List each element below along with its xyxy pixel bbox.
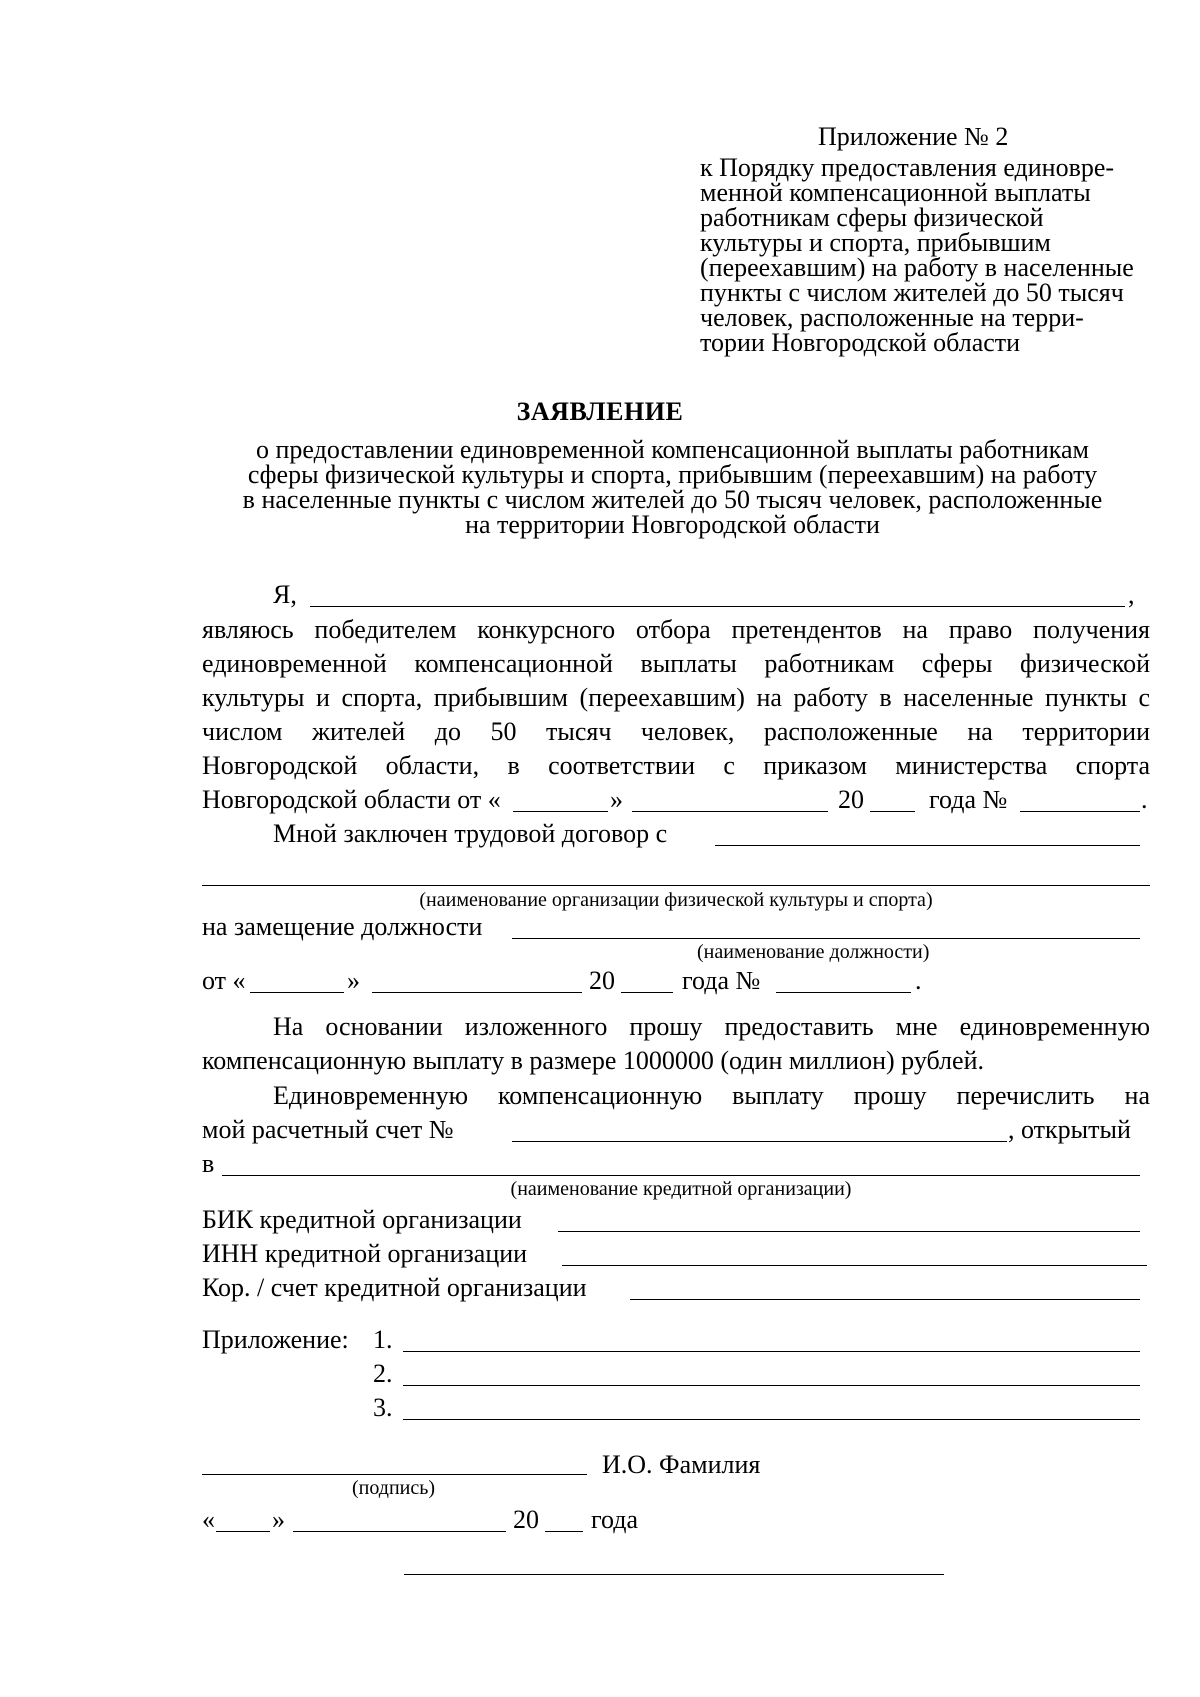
bank-caption: (наименование кредитной организации) — [510, 1178, 852, 1200]
p1-line: единовременной компенсационной выплаты работникам сферы физической — [202, 649, 1150, 678]
contract-number-field[interactable] — [776, 992, 911, 993]
document-title: ЗАЯВЛЕНИЕ — [516, 397, 684, 426]
annex-line: пункты с числом жителей до 50 тысяч — [700, 278, 1124, 307]
contract-from-label: от « — [202, 966, 246, 995]
year-no-label: года № — [929, 785, 1008, 814]
quote-close: » — [347, 966, 360, 995]
dot: . — [1141, 785, 1148, 814]
bik-field[interactable] — [558, 1231, 1140, 1232]
annex-line: менной компенсационной выплаты — [700, 178, 1091, 207]
signature-field[interactable] — [202, 1474, 587, 1475]
annex-reference — [700, 155, 1145, 355]
attachment-label: Приложение: — [202, 1325, 349, 1354]
p1-line: являюсь победителем конкурсного отбора претендентов на право получения — [202, 615, 1150, 644]
annex-line: культуры и спорта, прибывшим — [700, 228, 1051, 257]
year-no-label: года № — [682, 966, 761, 995]
attachment-num: 1. — [373, 1325, 393, 1354]
date-day-field[interactable] — [216, 1531, 270, 1532]
attachment-field-1[interactable] — [403, 1351, 1140, 1352]
position-label: на замещение должности — [202, 912, 483, 941]
in-label: в — [202, 1149, 215, 1178]
request-line: компенсационную выплату в размере 1000000 (один миллион) рублей. — [202, 1046, 984, 1075]
date-close: » — [272, 1505, 285, 1534]
annex-number: Приложение № 2 — [818, 122, 1009, 151]
comma: , — [1128, 580, 1135, 609]
quote-close: » — [610, 785, 623, 814]
p1-line: Новгородской области, в соответствии с приказом министерства спорта — [202, 751, 1150, 780]
order-day-field[interactable] — [513, 811, 608, 812]
annex-line: человек, расположенные на терри- — [700, 303, 1084, 332]
date-year-field[interactable] — [545, 1531, 583, 1532]
contract-org-field-line2[interactable] — [202, 885, 1150, 886]
bik-label: БИК кредитной организации — [202, 1205, 522, 1234]
order-from-label: Новгородской области от « — [202, 785, 501, 814]
year-prefix: 20 — [838, 785, 864, 814]
contract-day-field[interactable] — [250, 992, 344, 993]
inn-field[interactable] — [562, 1265, 1147, 1266]
annex-line: тории Новгородской области — [700, 328, 1021, 357]
account-number-field[interactable] — [512, 1141, 1007, 1142]
request-line: На основании изложенного прошу предоставить мне единовременную — [273, 1012, 1150, 1041]
annex-line: работникам сферы физической — [700, 203, 1044, 232]
subtitle-line: в населенные пункты с числом жителей до 50 тысяч человек, расположенные — [242, 485, 1103, 514]
signature-name: И.О. Фамилия — [602, 1450, 761, 1479]
contract-year-field[interactable] — [621, 992, 673, 993]
fullname-field[interactable] — [310, 606, 1125, 607]
ya-label: Я, — [273, 580, 297, 609]
contract-month-field[interactable] — [372, 992, 582, 993]
attachment-num: 3. — [373, 1393, 393, 1422]
subtitle-line: на территории Новгородской области — [465, 510, 880, 539]
order-number-field[interactable] — [1020, 811, 1140, 812]
year-prefix: 20 — [589, 966, 615, 995]
attachment-num: 2. — [373, 1359, 393, 1388]
subtitle-line: о предоставлении единовременной компенсационной выплаты работникам — [255, 435, 1090, 464]
attachment-field-2[interactable] — [403, 1385, 1140, 1386]
date-month-field[interactable] — [293, 1531, 506, 1532]
date-open: « — [202, 1505, 215, 1534]
signature-caption: (подпись) — [352, 1477, 436, 1499]
order-month-field[interactable] — [632, 811, 828, 812]
position-caption: (наименование должности) — [697, 941, 930, 963]
transfer-line: Единовременную компенсационную выплату прошу перечислить на — [273, 1081, 1150, 1110]
bottom-rule — [404, 1574, 944, 1575]
annex-line: к Порядку предоставления единовре- — [700, 153, 1115, 182]
bank-name-field[interactable] — [222, 1175, 1140, 1176]
dot: . — [915, 966, 922, 995]
contract-org-field[interactable] — [715, 845, 1140, 846]
account-label: мой расчетный счет № — [202, 1115, 454, 1144]
contract-label: Мной заключен трудовой договор с — [273, 819, 668, 848]
p1-line: числом жителей до 50 тысяч человек, расположенные на территории — [202, 717, 1150, 746]
p1-line: культуры и спорта, прибывшим (переехавшим) на работу в населенные пункты с — [202, 683, 1150, 712]
subtitle-line: сферы физической культуры и спорта, прибывшим (переехавшим) на работу — [247, 460, 1098, 489]
kor-label: Кор. / счет кредитной организации — [202, 1273, 587, 1302]
org-caption: (наименование организации физической культуры и спорта) — [419, 889, 933, 911]
order-year-field[interactable] — [870, 811, 915, 812]
opened-label: , открытый — [1008, 1115, 1131, 1144]
attachment-field-3[interactable] — [403, 1419, 1140, 1420]
position-field[interactable] — [512, 938, 1140, 939]
kor-field[interactable] — [630, 1299, 1140, 1300]
document-subtitle — [190, 437, 1155, 537]
annex-line: (переехавшим) на работу в населенные — [700, 253, 1134, 282]
inn-label: ИНН кредитной организации — [202, 1239, 528, 1268]
date-year-prefix: 20 — [513, 1505, 539, 1534]
date-suffix: года — [591, 1505, 639, 1534]
